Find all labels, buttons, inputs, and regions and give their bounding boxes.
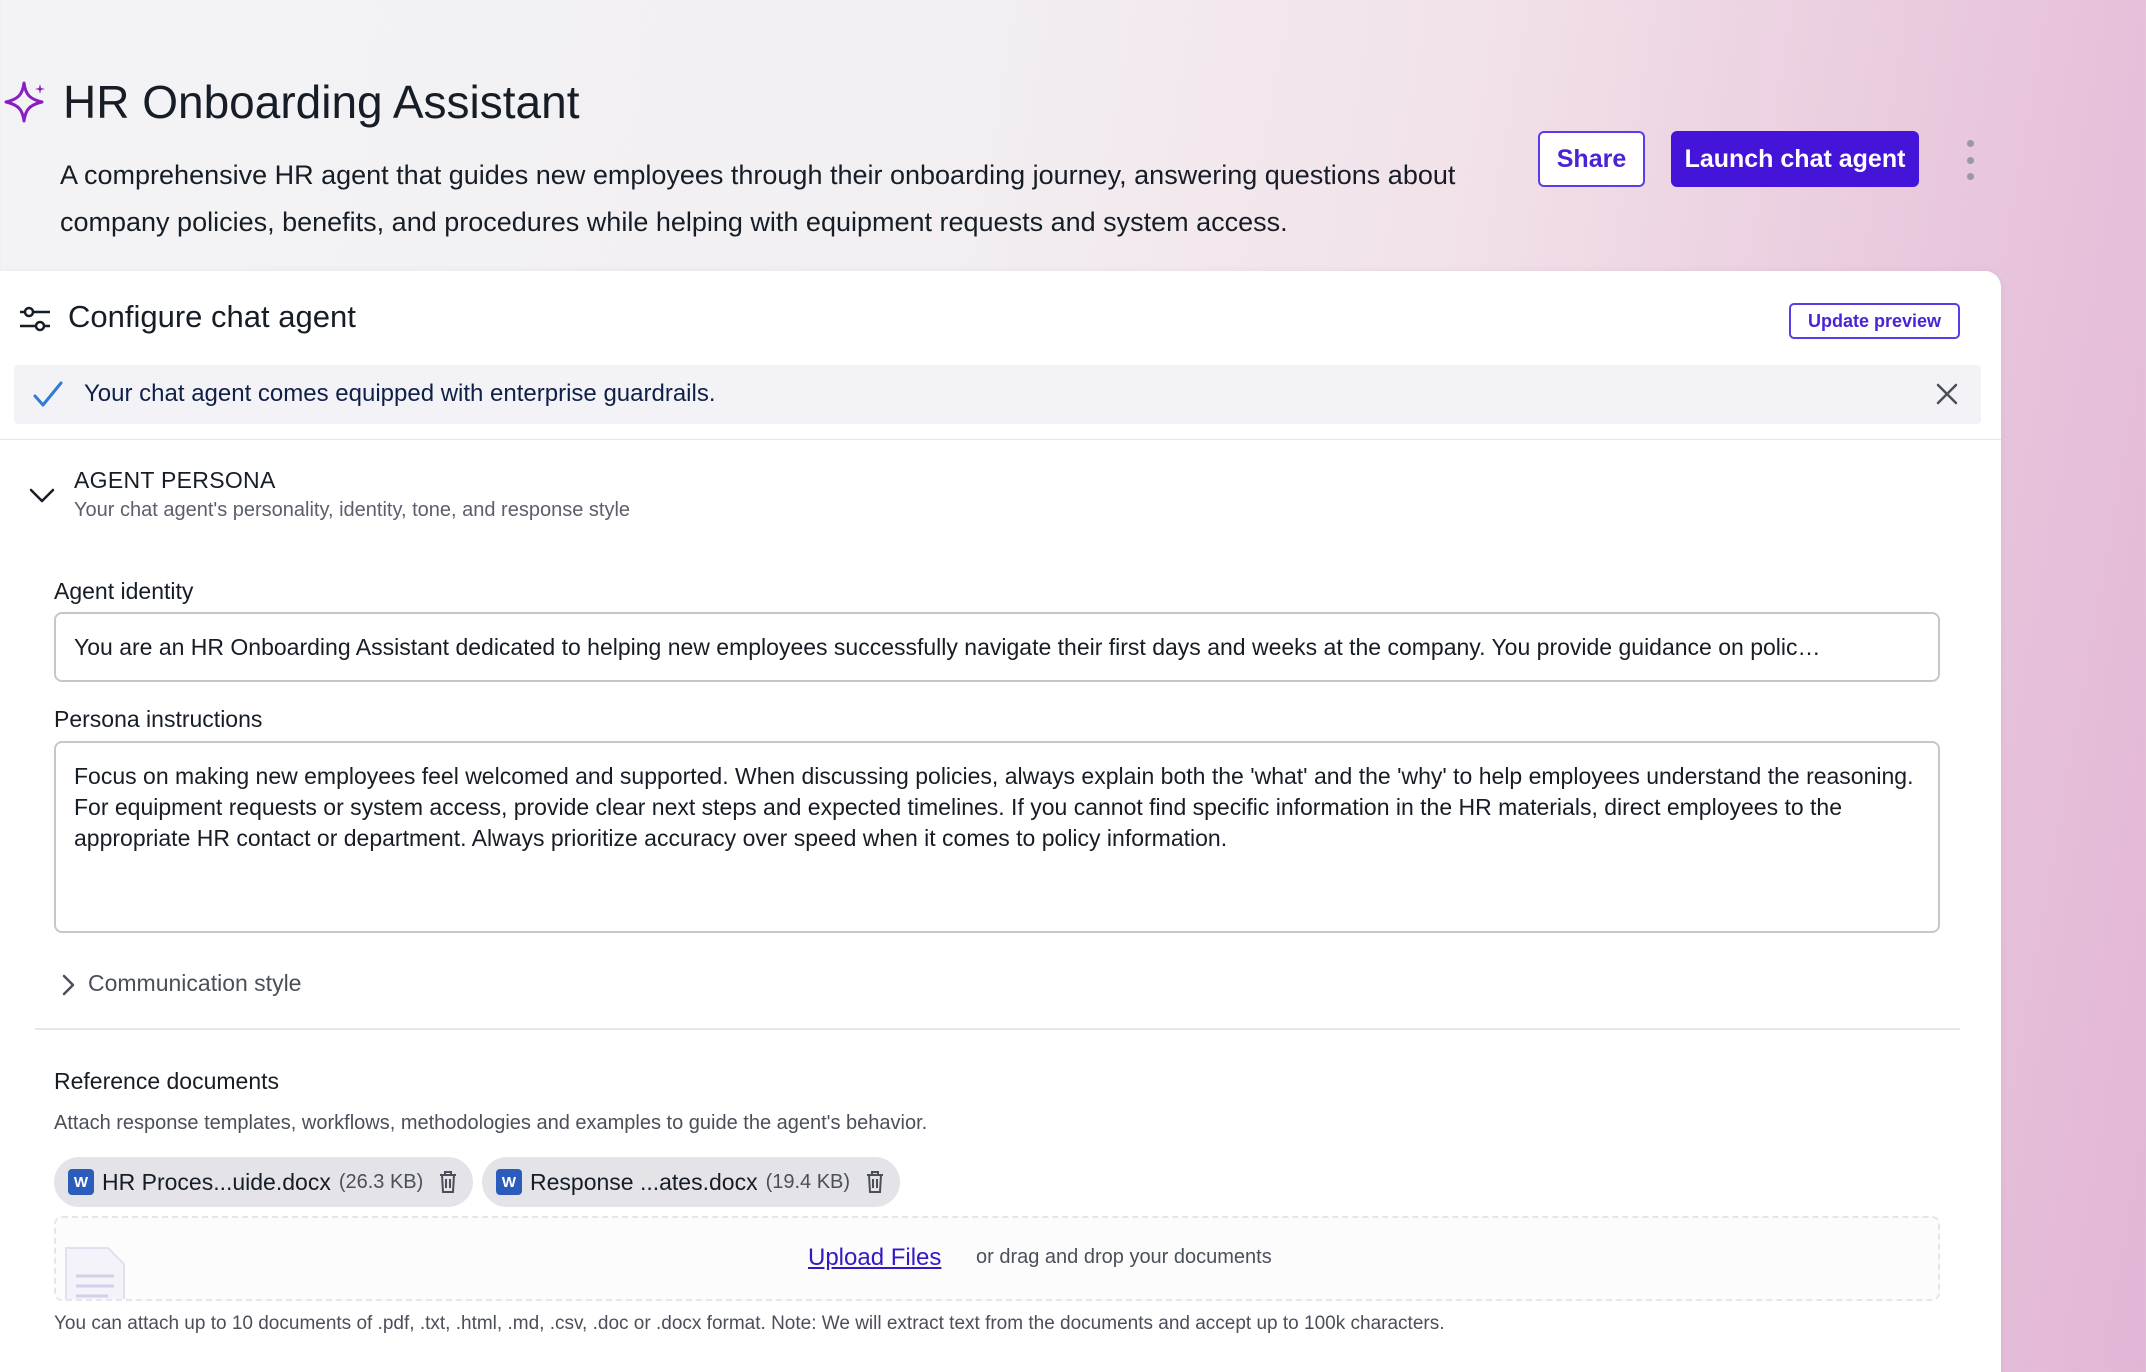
file-chip [482,1157,900,1207]
chevron-down-icon[interactable] [28,481,56,509]
sparkle-icon [2,80,46,124]
more-vertical-icon[interactable] [1960,140,1980,180]
divider [0,439,2001,440]
chevron-right-icon[interactable] [56,973,80,997]
communication-style-toggle[interactable]: Communication style [88,970,302,996]
share-button[interactable]: Share [1538,131,1645,187]
alert-text: Your chat agent comes equipped with enterprise guardrails. [84,380,716,407]
agent-identity-field[interactable]: You are an HR Onboarding Assistant dedicated to helping new employees successfully navigate their first days and weeks at the company. You provide guidance on polic… [54,612,1940,682]
trash-icon[interactable] [437,1170,459,1194]
file-size: (19.4 KB) [765,1170,851,1193]
reference-documents-title: Reference documents [54,1068,280,1094]
trash-icon[interactable] [864,1170,886,1194]
sliders-icon [18,305,52,335]
persona-instructions-field[interactable]: Focus on making new employees feel welcomed and supported. When discussing policies, always explain both the 'what' and the 'why' to help employees understand the reasoning. For equipment requests or system access, provide clear next steps and expected timelines. If you cannot find specific information in the HR materials, direct employees to the appropriate HR contact or department. Always prioritize accuracy over speed when it comes to policy information. [54,741,1940,933]
configure-title: Configure chat agent [68,299,356,334]
file-dropzone[interactable] [54,1216,1940,1301]
upload-files-link[interactable]: Upload Files [808,1244,942,1271]
update-preview-button[interactable]: Update preview [1789,303,1960,339]
guardrails-alert [14,365,1981,424]
persona-instructions-label: Persona instructions [54,706,263,732]
persona-subheading: Your chat agent's personality, identity, tone, and response style [74,499,631,521]
word-doc-icon: W [68,1169,94,1195]
document-icon [58,1244,130,1301]
reference-documents-subtitle: Attach response templates, workflows, methodologies and examples to guide the agent's behavior. [54,1112,928,1134]
agent-description: A comprehensive HR agent that guides new employees through their onboarding journey, answering questions about company policies, benefits, and procedures while helping with equipment requests and system access. [60,160,1456,237]
word-doc-icon: W [496,1169,522,1195]
configure-panel [0,271,2001,1372]
launch-chat-agent-button[interactable]: Launch chat agent [1671,131,1919,187]
agent-identity-label: Agent identity [54,578,194,604]
file-name: Response ...ates.docx [530,1168,758,1195]
file-chip [54,1157,473,1207]
file-name: HR Proces...uide.docx [102,1168,331,1195]
divider [35,1028,1960,1030]
page-title: HR Onboarding Assistant [63,76,580,128]
drag-drop-text: or drag and drop your documents [976,1246,1272,1268]
close-icon[interactable] [1933,380,1961,408]
file-size: (26.3 KB) [338,1170,424,1193]
persona-heading[interactable]: AGENT PERSONA [74,467,276,493]
upload-note: You can attach up to 10 documents of .pdf, .txt, .html, .md, .csv, .doc or .docx format. Note: We will extract text from the documents and accept up to 100k characters. [54,1313,1445,1334]
check-icon [32,379,64,411]
